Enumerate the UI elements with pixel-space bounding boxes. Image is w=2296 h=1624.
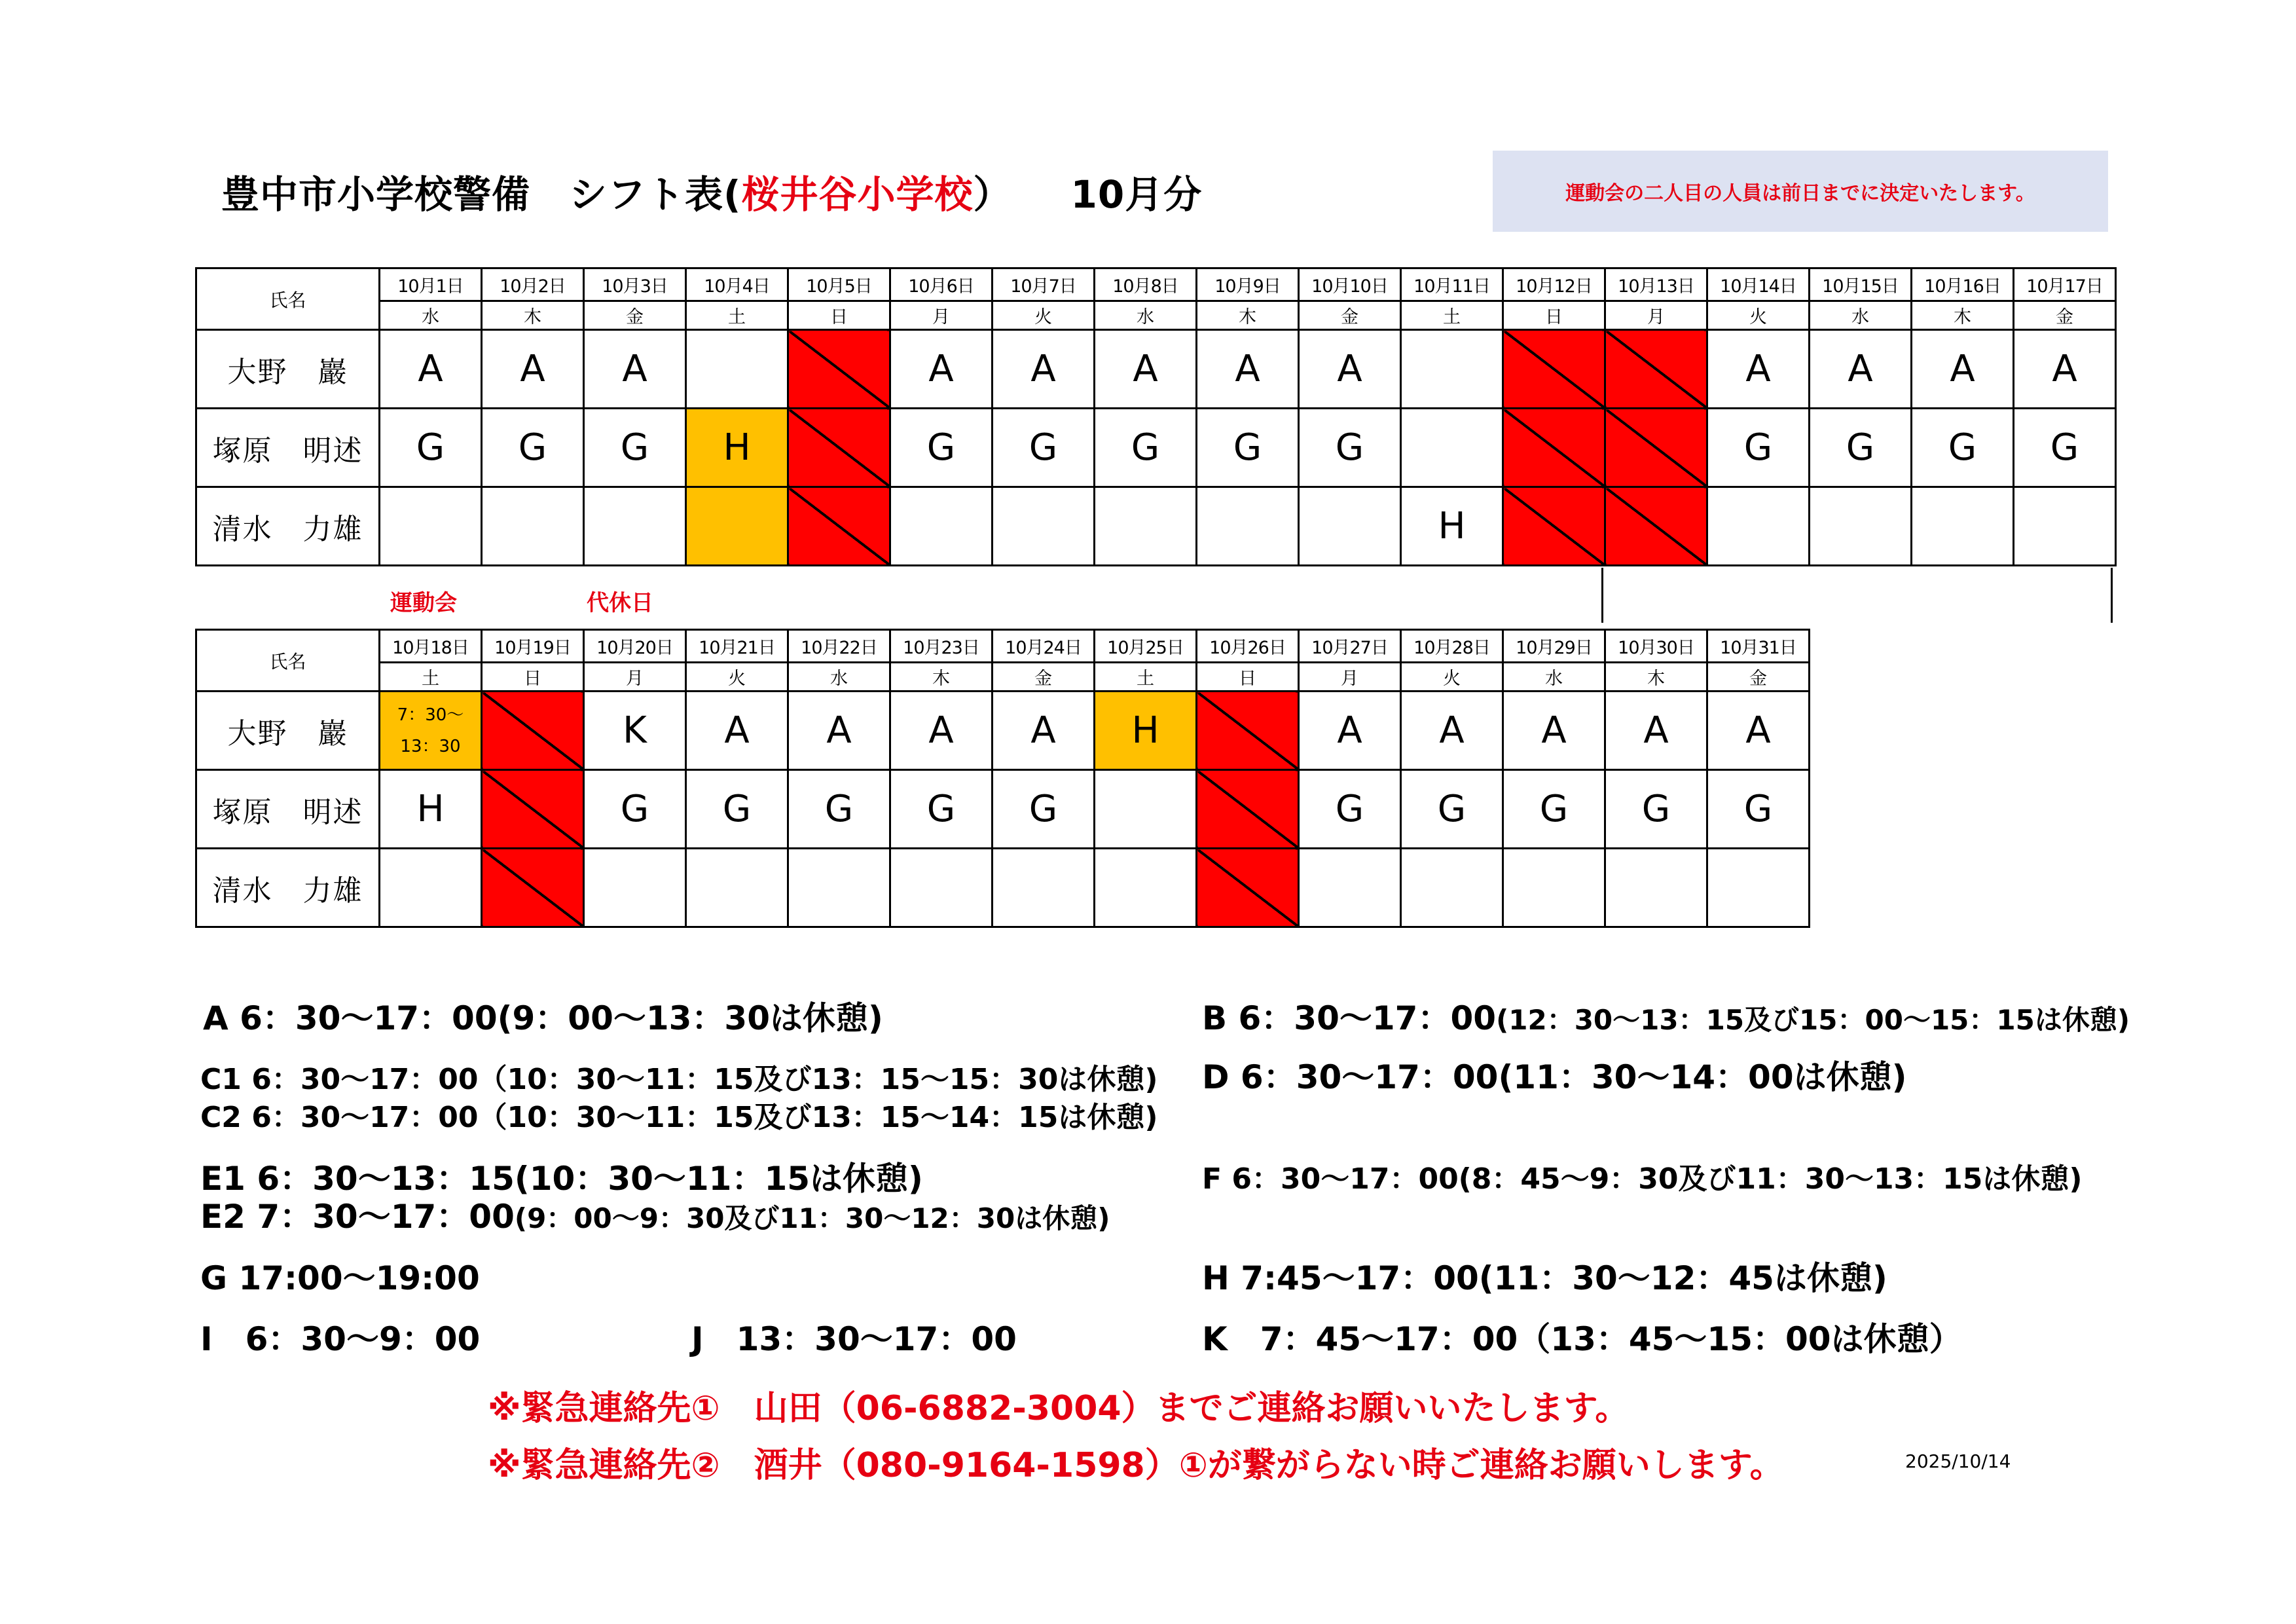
- holiday-cell: [1503, 409, 1605, 487]
- shift-cell: A: [1912, 330, 2014, 409]
- weekday-cell: 水: [380, 301, 482, 330]
- staff-row: [196, 330, 2116, 409]
- weekday-cell: 水: [1503, 663, 1605, 692]
- shift-cell: [686, 487, 788, 566]
- shift-time-end: 13：30: [400, 736, 461, 756]
- legend-d: D 6：30～17：00(11：30～14：00は休憩): [1202, 1058, 1907, 1096]
- shift-cell: G: [1299, 409, 1401, 487]
- holiday-cell: [1605, 487, 1707, 566]
- shift-cell: [2014, 487, 2116, 566]
- date-cell: 10月30日: [1605, 630, 1707, 663]
- shift-cell: K: [584, 692, 686, 770]
- emergency-contact-1: ※緊急連絡先① 山田（06-6882-3004）までご連絡お願いいたします。: [488, 1389, 1630, 1428]
- shift-cell: G: [686, 770, 788, 849]
- shift-cell: [993, 487, 1095, 566]
- shift-cell: G: [2014, 409, 2116, 487]
- date-cell: 10月28日: [1401, 630, 1503, 663]
- date-cell: 10月8日: [1095, 268, 1197, 301]
- holiday-cell: [1197, 692, 1299, 770]
- legend-b: [1202, 992, 2130, 1039]
- holiday-cell: [788, 487, 890, 566]
- date-cell: 10月16日: [1912, 268, 2014, 301]
- shift-cell: [1707, 487, 1810, 566]
- legend-j: J 13：30～17：00: [691, 1320, 1017, 1358]
- weekday-cell: 木: [890, 663, 993, 692]
- shift-time-start: 7：30～: [397, 705, 464, 725]
- weekday-cell: 木: [1197, 301, 1299, 330]
- weekday-cell: 月: [1605, 301, 1707, 330]
- shift-cell: H: [686, 409, 788, 487]
- shift-cell: G: [1912, 409, 2014, 487]
- date-cell: 10月1日: [380, 268, 482, 301]
- date-cell: 10月9日: [1197, 268, 1299, 301]
- date-cell: 10月21日: [686, 630, 788, 663]
- weekday-cell: 月: [584, 663, 686, 692]
- shift-cell: [788, 849, 890, 927]
- shift-cell: A: [890, 692, 993, 770]
- table-divider-left: [1601, 568, 1603, 623]
- legend-c1: C1 6：30～17：00（10：30～11：15及び13：15～15：30は休憩): [200, 1063, 1158, 1096]
- title-month: 10月分: [1070, 172, 1203, 217]
- weekday-cell: 金: [993, 663, 1095, 692]
- staff-row: [196, 409, 2116, 487]
- shift-cell: G: [1401, 770, 1503, 849]
- date-cell: 10月27日: [1299, 630, 1401, 663]
- date-cell: 10月4日: [686, 268, 788, 301]
- date-cell: 10月12日: [1503, 268, 1605, 301]
- shift-cell: [1197, 487, 1299, 566]
- staff-name: 清水 力雄: [196, 849, 380, 927]
- date-cell: 10月15日: [1810, 268, 1912, 301]
- weekday-cell: 日: [482, 663, 584, 692]
- date-stamp: 2025/10/14: [1905, 1450, 2011, 1472]
- legend-h: H 7:45～17：00(11：30～12：45は休憩): [1202, 1259, 1887, 1297]
- page-title: [221, 164, 1202, 219]
- date-cell: 10月24日: [993, 630, 1095, 663]
- weekday-cell: 土: [1095, 663, 1197, 692]
- shift-cell: [1503, 849, 1605, 927]
- weekday-cell: 木: [1912, 301, 2014, 330]
- legend-a: A 6：30～17：00(9：00～13：30は休憩): [203, 999, 883, 1037]
- date-cell: 10月26日: [1197, 630, 1299, 663]
- shift-cell: A: [482, 330, 584, 409]
- legend-i: I 6：30～9：00: [200, 1320, 481, 1358]
- staff-name: 塚原 明述: [196, 770, 380, 849]
- shift-cell: A: [584, 330, 686, 409]
- shift-cell: G: [1707, 409, 1810, 487]
- shift-cell: [584, 849, 686, 927]
- shift-cell: [380, 849, 482, 927]
- holiday-cell: [482, 849, 584, 927]
- weekday-cell: 金: [584, 301, 686, 330]
- shift-cell: A: [1095, 330, 1197, 409]
- staff-name: 大野 巖: [196, 692, 380, 770]
- shift-cell: [1095, 487, 1197, 566]
- shift-cell: A: [1707, 692, 1810, 770]
- shift-cell: [1401, 330, 1503, 409]
- legend-e2-main: E2 7：30～17：00: [200, 1198, 515, 1236]
- weekday-cell: 日: [1503, 301, 1605, 330]
- shift-cell: A: [993, 692, 1095, 770]
- shift-cell: [1401, 849, 1503, 927]
- weekday-cell: 日: [1197, 663, 1299, 692]
- weekday-cell: 水: [1095, 301, 1197, 330]
- holiday-cell: [1605, 330, 1707, 409]
- date-header-row: [196, 630, 1810, 663]
- shift-cell: A: [1401, 692, 1503, 770]
- shift-cell: A: [380, 330, 482, 409]
- shift-cell: [482, 487, 584, 566]
- weekday-cell: 日: [788, 301, 890, 330]
- table-divider-right: [2111, 568, 2113, 623]
- legend-e2: [200, 1190, 1110, 1238]
- date-cell: 10月2日: [482, 268, 584, 301]
- legend-e1: E1 6：30～13：15(10：30～11：15は休憩): [200, 1160, 923, 1198]
- weekday-cell: 火: [1707, 301, 1810, 330]
- shift-cell: [890, 849, 993, 927]
- shift-cell: [1810, 487, 1912, 566]
- holiday-cell: [482, 692, 584, 770]
- weekday-cell: 木: [1605, 663, 1707, 692]
- date-cell: 10月19日: [482, 630, 584, 663]
- shift-cell: A: [993, 330, 1095, 409]
- shift-cell: G: [584, 770, 686, 849]
- shift-cell: G: [993, 409, 1095, 487]
- legend-b-main: B 6：30～17：00: [1202, 999, 1497, 1037]
- weekday-header-row: [196, 663, 1810, 692]
- emergency-contact-2: ※緊急連絡先② 酒井（080-9164-1598）①が繋がらない時ご連絡お願いします。: [488, 1446, 1784, 1485]
- shift-cell: A: [1197, 330, 1299, 409]
- shift-cell: G: [584, 409, 686, 487]
- weekday-cell: 金: [2014, 301, 2116, 330]
- shift-cell: G: [380, 409, 482, 487]
- holiday-cell: [1503, 330, 1605, 409]
- title-school: 桜井谷小学校: [741, 172, 974, 217]
- date-cell: 10月14日: [1707, 268, 1810, 301]
- staff-row: [196, 770, 1810, 849]
- weekday-cell: 土: [1401, 301, 1503, 330]
- shift-cell: A: [2014, 330, 2116, 409]
- shift-cell: G: [788, 770, 890, 849]
- holiday-cell: [1605, 409, 1707, 487]
- weekday-cell: 水: [1810, 301, 1912, 330]
- event-substitute-holiday: 代休日: [587, 590, 653, 616]
- shift-cell: G: [1503, 770, 1605, 849]
- holiday-cell: [1197, 770, 1299, 849]
- date-cell: 10月6日: [890, 268, 993, 301]
- weekday-cell: 月: [1299, 663, 1401, 692]
- legend-k: K 7：45～17：00（13：45～15：00は休憩）: [1202, 1320, 1962, 1358]
- weekday-cell: 金: [1707, 663, 1810, 692]
- shift-cell: G: [1197, 409, 1299, 487]
- weekday-cell: 土: [686, 301, 788, 330]
- shift-cell: A: [1299, 330, 1401, 409]
- legend-e2-note: (9：00～9：30及び11：30～12：30は休憩): [514, 1202, 1110, 1234]
- shift-cell: A: [1707, 330, 1810, 409]
- weekday-cell: 土: [380, 663, 482, 692]
- holiday-cell: [788, 409, 890, 487]
- title-suffix: ）: [973, 172, 1012, 217]
- shift-cell: [890, 487, 993, 566]
- weekday-cell: 火: [1401, 663, 1503, 692]
- shift-cell: G: [890, 770, 993, 849]
- staff-row: [196, 487, 2116, 566]
- weekday-cell: 火: [686, 663, 788, 692]
- weekday-cell: 水: [788, 663, 890, 692]
- holiday-cell: [482, 770, 584, 849]
- weekday-cell: 火: [993, 301, 1095, 330]
- shift-cell: [686, 849, 788, 927]
- shift-cell: A: [686, 692, 788, 770]
- staff-name: 塚原 明述: [196, 409, 380, 487]
- shift-cell: [1605, 849, 1707, 927]
- shift-table-first-half: [195, 267, 2117, 566]
- staff-row: [196, 849, 1810, 927]
- shift-cell: [1912, 487, 2014, 566]
- legend-g: G 17:00～19:00: [200, 1259, 480, 1297]
- weekday-cell: 木: [482, 301, 584, 330]
- staff-name: 清水 力雄: [196, 487, 380, 566]
- shift-cell: G: [890, 409, 993, 487]
- date-cell: 10月5日: [788, 268, 890, 301]
- staff-row: [196, 692, 1810, 770]
- date-cell: 10月7日: [993, 268, 1095, 301]
- shift-cell: A: [788, 692, 890, 770]
- date-cell: 10月10日: [1299, 268, 1401, 301]
- legend-f: F 6：30～17：00(8：45～9：30及び11：30～13：15は休憩): [1202, 1162, 2083, 1196]
- weekday-cell: 金: [1299, 301, 1401, 330]
- shift-cell: G: [482, 409, 584, 487]
- shift-cell: [1401, 409, 1503, 487]
- shift-cell: [1095, 849, 1197, 927]
- legend-b-note: (12：30～13：15及び15：00～15：15は休憩): [1496, 1004, 2130, 1036]
- date-cell: 10月13日: [1605, 268, 1707, 301]
- shift-cell: H: [1095, 692, 1197, 770]
- date-cell: 10月20日: [584, 630, 686, 663]
- shift-cell: [1095, 770, 1197, 849]
- date-cell: 10月29日: [1503, 630, 1605, 663]
- date-cell: 10月3日: [584, 268, 686, 301]
- shift-cell: A: [1605, 692, 1707, 770]
- date-cell: 10月18日: [380, 630, 482, 663]
- shift-cell: G: [993, 770, 1095, 849]
- shift-cell: G: [1299, 770, 1401, 849]
- shift-cell: [584, 487, 686, 566]
- date-cell: 10月31日: [1707, 630, 1810, 663]
- shift-cell: A: [1810, 330, 1912, 409]
- shift-cell: [1707, 849, 1810, 927]
- weekday-cell: 月: [890, 301, 993, 330]
- date-cell: 10月25日: [1095, 630, 1197, 663]
- holiday-cell: [788, 330, 890, 409]
- staff-name: 大野 巖: [196, 330, 380, 409]
- shift-cell: [380, 487, 482, 566]
- holiday-cell: [1503, 487, 1605, 566]
- event-sports-day: 運動会: [390, 590, 457, 616]
- date-cell: 10月23日: [890, 630, 993, 663]
- shift-cell: H: [1401, 487, 1503, 566]
- name-column-header: 氏名: [196, 630, 380, 692]
- title-prefix: 豊中市小学校警備 シフト表(: [221, 172, 742, 217]
- date-cell: 10月17日: [2014, 268, 2116, 301]
- shift-cell: [1299, 487, 1401, 566]
- shift-cell: [380, 692, 482, 770]
- date-cell: 10月22日: [788, 630, 890, 663]
- shift-cell: A: [1299, 692, 1401, 770]
- shift-cell: G: [1605, 770, 1707, 849]
- weekday-header-row: [196, 301, 2116, 330]
- shift-table-second-half: [195, 629, 1810, 928]
- shift-cell: G: [1707, 770, 1810, 849]
- shift-cell: [686, 330, 788, 409]
- shift-cell: A: [1503, 692, 1605, 770]
- shift-cell: H: [380, 770, 482, 849]
- shift-cell: A: [890, 330, 993, 409]
- legend-c2: C2 6：30～17：00（10：30～11：15及び13：15～14：15は休憩): [200, 1101, 1158, 1134]
- notice-box: 運動会の二人目の人員は前日までに決定いたします。: [1493, 151, 2108, 232]
- date-header-row: [196, 268, 2116, 301]
- name-column-header: 氏名: [196, 268, 380, 330]
- shift-cell: [993, 849, 1095, 927]
- date-cell: 10月11日: [1401, 268, 1503, 301]
- shift-cell: [1299, 849, 1401, 927]
- shift-cell: G: [1810, 409, 1912, 487]
- holiday-cell: [1197, 849, 1299, 927]
- shift-cell: G: [1095, 409, 1197, 487]
